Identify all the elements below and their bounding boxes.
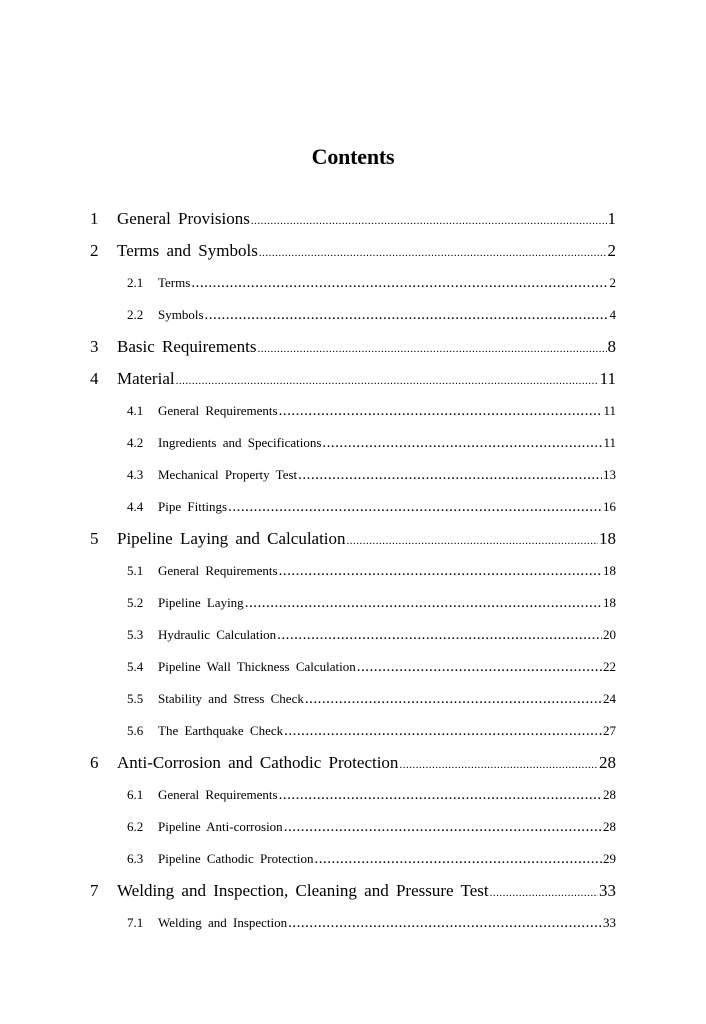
toc-section-entry[interactable] <box>127 559 616 583</box>
toc-entry-title: Pipeline Wall Thickness Calculation <box>158 659 356 674</box>
toc-entry-page-number: 28 <box>603 819 616 834</box>
toc-entry-title: Pipeline Laying <box>158 595 244 610</box>
toc-entry-page-number: 2 <box>607 241 616 260</box>
dot-leader <box>314 847 602 871</box>
toc-entry-page-number: 18 <box>603 563 616 578</box>
toc-entry-page-number: 1 <box>607 209 616 228</box>
toc-chapter-entry[interactable] <box>90 335 616 359</box>
toc-entry-number: 2.1 <box>127 275 144 290</box>
page-title: Contents <box>311 144 395 169</box>
toc-entry-page-number: 18 <box>603 595 616 610</box>
toc-entry-number: 3 <box>90 337 99 356</box>
toc-entry-title: The Earthquake Check <box>158 723 284 738</box>
toc-entry-page-number: 11 <box>599 369 616 388</box>
toc-entry-number: 5.2 <box>127 595 144 610</box>
dot-leader <box>279 399 603 423</box>
dot-leader <box>259 241 607 265</box>
toc-section-entry[interactable] <box>127 687 616 711</box>
toc-entry-number: 2.2 <box>127 307 144 322</box>
toc-entry-title: General Requirements <box>158 787 278 802</box>
toc-entry-page-number: 18 <box>599 529 616 548</box>
toc-entry-title: Mechanical Property Test <box>158 467 298 482</box>
toc-entry-title: Symbols <box>158 307 204 322</box>
toc-entry-number: 7 <box>90 881 99 900</box>
toc-entry-title: Pipeline Anti-corrosion <box>158 819 283 834</box>
toc-entry-number: 4.1 <box>127 403 144 418</box>
toc-entry-page-number: 28 <box>603 787 616 802</box>
toc-chapter-entry[interactable] <box>90 367 616 391</box>
dot-leader <box>305 687 602 711</box>
toc-section-entry[interactable] <box>127 399 616 423</box>
toc-section-entry[interactable] <box>127 911 616 935</box>
toc-entry-page-number: 24 <box>603 691 616 706</box>
toc-entry-title: Pipe Fittings <box>158 499 228 514</box>
toc-chapter-entry[interactable] <box>90 527 616 551</box>
toc-section-entry[interactable] <box>127 271 616 295</box>
dot-leader <box>284 719 602 743</box>
toc-entry-title: Terms <box>158 275 191 290</box>
toc-entry-title: General Requirements <box>158 403 278 418</box>
toc-section-entry[interactable] <box>127 847 616 871</box>
dot-leader <box>279 559 602 583</box>
toc-section-entry[interactable] <box>127 623 616 647</box>
toc-entry-page-number: 8 <box>607 337 616 356</box>
toc-entry-title: Terms and Symbols <box>117 241 258 260</box>
toc-entry-number: 5.3 <box>127 627 144 642</box>
toc-section-entry[interactable] <box>127 495 616 519</box>
dot-leader <box>288 911 602 935</box>
toc-entry-page-number: 33 <box>599 881 616 900</box>
toc-entry-number: 4.3 <box>127 467 144 482</box>
toc-entry-page-number: 4 <box>609 307 616 322</box>
toc-chapter-entry[interactable] <box>90 879 616 903</box>
toc-entry-page-number: 22 <box>603 659 616 674</box>
toc-entry-number: 7.1 <box>127 915 144 930</box>
dot-leader <box>490 881 598 905</box>
dot-leader <box>245 591 602 615</box>
toc-entry-number: 5.4 <box>127 659 144 674</box>
dot-leader <box>277 623 602 647</box>
toc-entry-number: 4 <box>90 369 99 388</box>
toc-section-entry[interactable] <box>127 463 616 487</box>
toc-entry-title: Ingredients and Specifications <box>158 435 322 450</box>
toc-entry-title: Pipeline Laying and Calculation <box>117 529 346 548</box>
toc-entry-page-number: 28 <box>599 753 616 772</box>
toc-section-entry[interactable] <box>127 719 616 743</box>
toc-entry-title: General Requirements <box>158 563 278 578</box>
toc-entry-title: Pipeline Cathodic Protection <box>158 851 314 866</box>
dot-leader <box>279 783 602 807</box>
toc-entry-number: 6.1 <box>127 787 144 802</box>
dot-leader <box>257 337 606 361</box>
dot-leader <box>284 815 602 839</box>
toc-section-entry[interactable] <box>127 655 616 679</box>
dot-leader <box>399 753 598 777</box>
toc-entry-title: Anti-Corrosion and Cathodic Protection <box>117 753 399 772</box>
toc-entry-title: Welding and Inspection, Cleaning and Pressure Test <box>117 881 489 900</box>
dot-leader <box>357 655 602 679</box>
toc-entry-page-number: 11 <box>603 435 616 450</box>
dot-leader <box>298 463 602 487</box>
dot-leader <box>205 303 609 327</box>
toc-entry-number: 4.2 <box>127 435 144 450</box>
toc-entry-page-number: 2 <box>609 275 616 290</box>
toc-chapter-entry[interactable] <box>90 751 616 775</box>
dot-leader <box>347 529 598 553</box>
toc-entry-number: 5.5 <box>127 691 144 706</box>
toc-entry-number: 1 <box>90 209 99 228</box>
toc-entry-title: Stability and Stress Check <box>158 691 304 706</box>
toc-section-entry[interactable] <box>127 591 616 615</box>
toc-entry-title: Basic Requirements <box>117 337 257 356</box>
toc-section-entry[interactable] <box>127 303 616 327</box>
toc-entry-page-number: 20 <box>603 627 616 642</box>
toc-section-entry[interactable] <box>127 431 616 455</box>
toc-entry-page-number: 29 <box>603 851 616 866</box>
toc-entry-number: 5 <box>90 529 99 548</box>
toc-entry-number: 5.1 <box>127 563 144 578</box>
toc-entry-page-number: 11 <box>603 403 616 418</box>
toc-entry-number: 6.2 <box>127 819 144 834</box>
toc-entry-number: 5.6 <box>127 723 144 738</box>
toc-entry-number: 2 <box>90 241 99 260</box>
toc-entry-title: Hydraulic Calculation <box>158 627 277 642</box>
toc-entry-page-number: 33 <box>603 915 616 930</box>
toc-section-entry[interactable] <box>127 815 616 839</box>
toc-chapter-entry[interactable] <box>90 239 616 263</box>
toc-entry-number: 4.4 <box>127 499 144 514</box>
dot-leader <box>191 271 608 295</box>
dot-leader <box>322 431 602 455</box>
toc-entry-title: General Provisions <box>117 209 250 228</box>
toc-entry-title: Welding and Inspection <box>158 915 288 930</box>
toc-entry-page-number: 16 <box>603 499 616 514</box>
toc-section-entry[interactable] <box>127 783 616 807</box>
toc-entry-title: Material <box>117 369 175 388</box>
toc-chapter-entry[interactable] <box>90 207 616 231</box>
dot-leader <box>176 369 599 393</box>
dot-leader <box>251 209 607 233</box>
toc-entry-page-number: 27 <box>603 723 616 738</box>
toc-entry-number: 6 <box>90 753 99 772</box>
dot-leader <box>228 495 602 519</box>
toc-entry-number: 6.3 <box>127 851 144 866</box>
toc-entry-page-number: 13 <box>603 467 616 482</box>
